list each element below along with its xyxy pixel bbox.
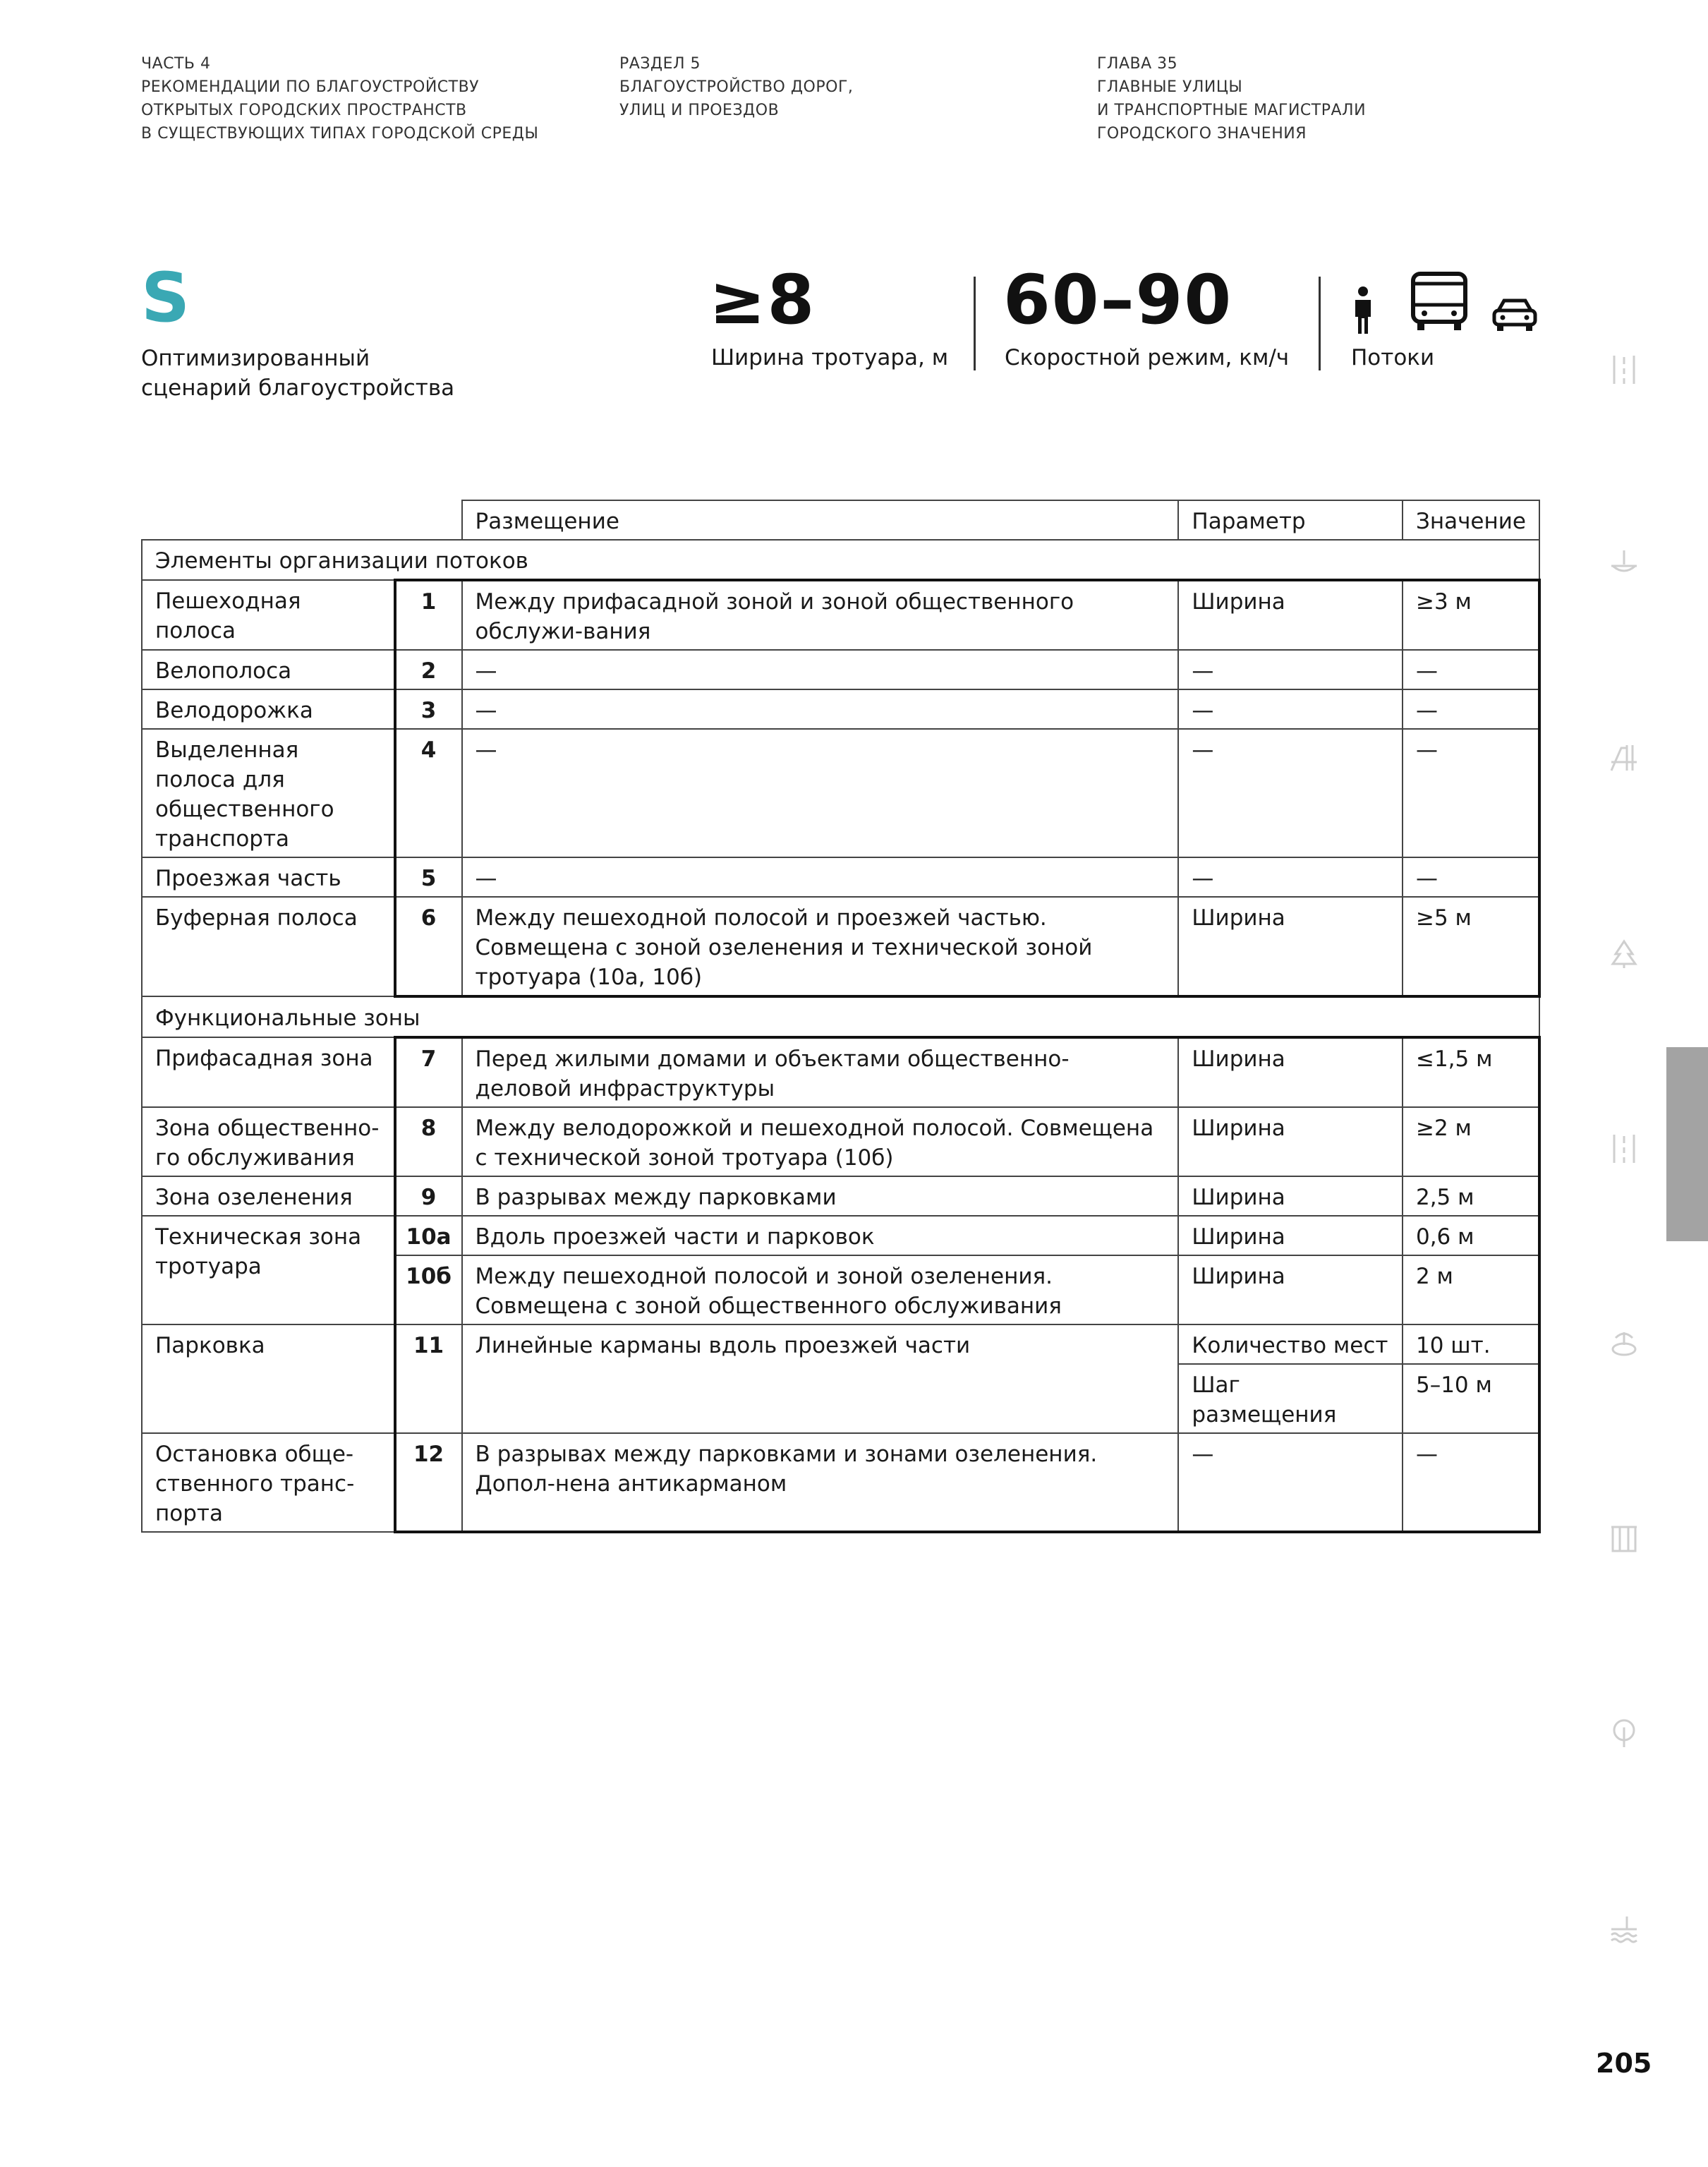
sidewalk-width-value: ≥8: [709, 260, 816, 339]
row-number: 4: [395, 729, 462, 857]
column-header-placement: Размещение: [462, 500, 1179, 540]
metric-divider: [1319, 277, 1321, 370]
page-number: 205: [1596, 2048, 1652, 2079]
row-number: 10б: [395, 1255, 462, 1324]
row-name: Техническая зона тротуара: [142, 1216, 395, 1324]
table-row: [142, 897, 1539, 996]
row-placement: В разрывах между парковками: [462, 1176, 1179, 1216]
row-name: Парковка: [142, 1324, 395, 1433]
row-parameter: —: [1178, 650, 1403, 689]
row-value: —: [1403, 689, 1539, 729]
header-part-line: ЧАСТЬ 4: [141, 55, 211, 73]
flows-caption: Потоки: [1351, 345, 1435, 370]
row-parameter: —: [1178, 729, 1403, 857]
row-placement: —: [462, 857, 1179, 897]
row-name: Зона озеленения: [142, 1176, 395, 1216]
table-row: [142, 580, 1539, 650]
speed-caption: Скоростной режим, км/ч: [1005, 345, 1290, 370]
table-row: [142, 1107, 1539, 1176]
bus-icon: [1409, 271, 1470, 333]
table-row: [142, 1037, 1539, 1107]
header-section-line: УЛИЦ И ПРОЕЗДОВ: [619, 102, 780, 119]
metric-divider: [974, 277, 976, 370]
row-placement: —: [462, 729, 1179, 857]
car-icon: [1491, 296, 1538, 333]
row-placement: —: [462, 689, 1179, 729]
row-parameter: Ширина: [1178, 1107, 1403, 1176]
row-number: 10а: [395, 1216, 462, 1255]
header-chapter: [1097, 52, 1366, 145]
row-parameter: Ширина: [1178, 1255, 1403, 1324]
row-placement: Линейные карманы вдоль проезжей части: [462, 1324, 1179, 1433]
header-chapter-line: ГЛАВА 35: [1097, 55, 1178, 73]
building-icon: [1609, 1523, 1640, 1554]
row-name: Проезжая часть: [142, 857, 395, 897]
table-row: [142, 729, 1539, 857]
header-part-line: РЕКОМЕНДАЦИИ ПО БЛАГОУСТРОЙСТВУ: [141, 78, 480, 96]
row-parameter: —: [1178, 857, 1403, 897]
row-placement: В разрывах между парковками и зонами озеленения. Допол-нена антикарманом: [462, 1433, 1179, 1532]
row-parameter: Ширина: [1178, 897, 1403, 996]
section-title: Элементы организации потоков: [142, 540, 1539, 580]
table-row: [142, 857, 1539, 897]
header-chapter-line: ГЛАВНЫЕ УЛИЦЫ: [1097, 78, 1243, 96]
sidewalk-width-caption: Ширина тротуара, м: [711, 345, 949, 370]
row-name: Буферная полоса: [142, 897, 395, 996]
header-chapter-line: ГОРОДСКОГО ЗНАЧЕНИЯ: [1097, 125, 1307, 143]
lane-divider-icon: [1609, 354, 1640, 385]
scenario-label-line: Оптимизированный: [141, 346, 370, 371]
row-value: 10 шт.: [1403, 1324, 1539, 1364]
row-number: 7: [395, 1037, 462, 1107]
column-header-value: Значение: [1403, 500, 1539, 540]
row-value: ≥2 м: [1403, 1107, 1539, 1176]
header-part: [141, 52, 538, 145]
pedestrian-icon: [1350, 286, 1376, 335]
row-value: ≥5 м: [1403, 897, 1539, 996]
scenario-label-line: сценарий благоустройства: [141, 375, 455, 401]
row-value: —: [1403, 857, 1539, 897]
row-number: 12: [395, 1433, 462, 1532]
row-parameter: Ширина: [1178, 580, 1403, 650]
row-value: 0,6 м: [1403, 1216, 1539, 1255]
lamp-icon: [1609, 548, 1640, 579]
table-row: [142, 1324, 1539, 1364]
scenario-letter: S: [141, 258, 190, 337]
scenario-label: [141, 344, 454, 403]
row-parameter: Ширина: [1178, 1037, 1403, 1107]
table-row: [142, 1176, 1539, 1216]
row-name: Зона общественно-го обслуживания: [142, 1107, 395, 1176]
row-name: Остановка обще-ственного транс-порта: [142, 1433, 395, 1532]
table-corner: [142, 500, 462, 540]
section-title: Функциональные зоны: [142, 996, 1539, 1037]
header-section-line: БЛАГОУСТРОЙСТВО ДОРОГ,: [619, 78, 854, 96]
row-parameter: Ширина: [1178, 1216, 1403, 1255]
table-row: [142, 1433, 1539, 1532]
header-part-line: ОТКРЫТЫХ ГОРОДСКИХ ПРОСТРАНСТВ: [141, 102, 467, 119]
row-number: 3: [395, 689, 462, 729]
row-name: Велополоса: [142, 650, 395, 689]
table-row: [142, 650, 1539, 689]
chapter-tab-marker: [1666, 1047, 1708, 1241]
row-value: ≤1,5 м: [1403, 1037, 1539, 1107]
row-parameter: —: [1178, 689, 1403, 729]
header-section: [619, 52, 853, 122]
row-value: 2 м: [1403, 1255, 1539, 1324]
row-value: 5–10 м: [1403, 1364, 1539, 1433]
row-name: Пешеходная полоса: [142, 580, 395, 650]
row-number: 1: [395, 580, 462, 650]
row-name: Прифасадная зона: [142, 1037, 395, 1107]
row-value: —: [1403, 729, 1539, 857]
row-parameter: —: [1178, 1433, 1403, 1532]
row-name: Выделенная полоса для общественного транспорта: [142, 729, 395, 857]
row-placement: Между пешеходной полосой и зоной озеленения. Совмещена с зоной общественного обслуживания: [462, 1255, 1179, 1324]
row-value: —: [1403, 1433, 1539, 1532]
row-placement: Между пешеходной полосой и проезжей частью. Совмещена с зоной озеленения и технической зоной тротуара (10а, 10б): [462, 897, 1179, 996]
lane-divider-icon: [1609, 1133, 1640, 1164]
parameters-table: [141, 500, 1541, 1533]
row-placement: Между прифасадной зоной и зоной общественного обслужи-вания: [462, 580, 1179, 650]
table-header-row: [142, 500, 1539, 540]
row-value: 2,5 м: [1403, 1176, 1539, 1216]
fountain-icon: [1609, 1328, 1640, 1359]
round-tree-icon: [1609, 1718, 1640, 1749]
section-row: [142, 540, 1539, 580]
table-row: [142, 689, 1539, 729]
row-placement: Вдоль проезжей части и парковок: [462, 1216, 1179, 1255]
row-parameter: Шаг размещения: [1178, 1364, 1403, 1433]
row-value: —: [1403, 650, 1539, 689]
row-number: 2: [395, 650, 462, 689]
row-placement: —: [462, 650, 1179, 689]
section-row: [142, 996, 1539, 1037]
waterfront-icon: [1609, 1912, 1640, 1943]
row-name: Велодорожка: [142, 689, 395, 729]
table-row: [142, 1216, 1539, 1255]
row-parameter: Ширина: [1178, 1176, 1403, 1216]
bench-icon: [1609, 742, 1640, 773]
row-placement: Перед жилыми домами и объектами общественно-деловой инфраструктуры: [462, 1037, 1179, 1107]
row-number: 5: [395, 857, 462, 897]
tree-icon: [1609, 938, 1640, 970]
row-number: 9: [395, 1176, 462, 1216]
row-placement: Между велодорожкой и пешеходной полосой. Совмещена с технической зоной тротуара (10б): [462, 1107, 1179, 1176]
header-part-line: В СУЩЕСТВУЮЩИХ ТИПАХ ГОРОДСКОЙ СРЕДЫ: [141, 125, 539, 143]
column-header-parameter: Параметр: [1178, 500, 1403, 540]
header-section-line: РАЗДЕЛ 5: [619, 55, 701, 73]
row-number: 11: [395, 1324, 462, 1433]
header-chapter-line: И ТРАНСПОРТНЫЕ МАГИСТРАЛИ: [1097, 102, 1367, 119]
speed-value: 60–90: [1003, 260, 1233, 339]
row-value: ≥3 м: [1403, 580, 1539, 650]
row-parameter: Количество мест: [1178, 1324, 1403, 1364]
row-number: 6: [395, 897, 462, 996]
row-number: 8: [395, 1107, 462, 1176]
